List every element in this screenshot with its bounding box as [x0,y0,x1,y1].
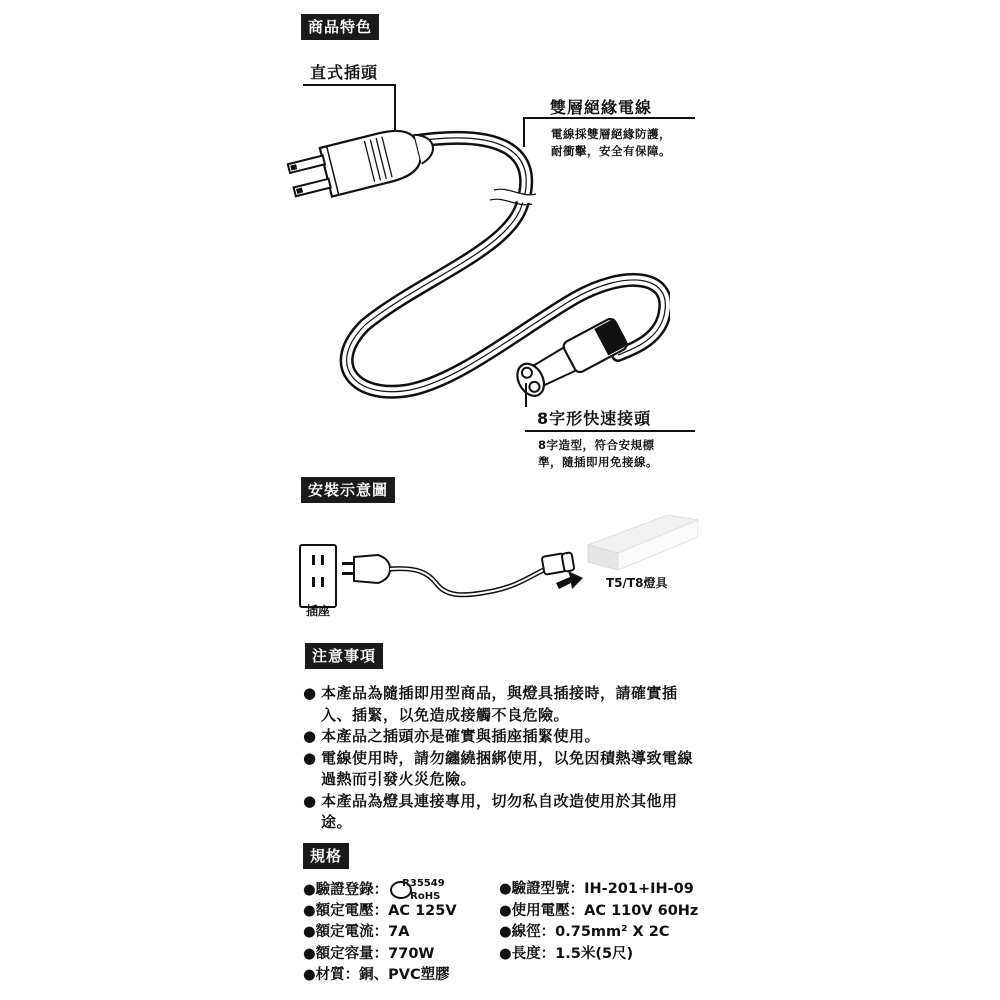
note-item [303,683,708,726]
note-item [303,791,708,834]
section-tag-features: 商品特色 [301,14,379,40]
rohs-certification-mark [390,878,445,902]
specs-left-column [303,879,457,987]
notes-list [303,683,708,834]
spec-text: 使用電壓：AC 110V 60Hz [511,902,699,919]
spec-row [499,922,698,944]
connector-desc-line-2: 準，隨插即用免接線。 [538,455,658,469]
bullet-dot-icon: ● [303,882,316,898]
spec-row-certification [303,879,457,901]
connector-leader [525,383,527,407]
bullet-dot-icon: ● [303,902,316,919]
plug-label-underline [303,84,396,86]
bullet-dot-icon: ● [499,924,512,940]
socket-label: 插座 [306,604,331,618]
note-text: 本產品之插頭亦是確實與插座插緊使用。 [321,727,601,745]
connector-title: 8字形快速接頭 [537,409,652,428]
spec-row [499,901,698,923]
cert-number: R35549 [402,878,445,889]
spec-row [303,965,457,987]
connector-desc-line-1: 8字造型，符合安規標 [538,438,655,452]
section-tag-notes: 注意事項 [305,643,383,669]
spec-cert-label: 驗證登錄： [315,882,389,898]
note-text: 本產品為隨插即用型商品，與燈具插接時，請確實插入、插緊，以免造成接觸不良危險。 [321,684,678,724]
bullet-dot-icon: ● [499,902,512,919]
bullet-dot-icon: ● [303,727,317,745]
spec-row [499,879,698,901]
lamp-label: T5/T8燈具 [606,576,668,590]
bullet-dot-icon: ● [303,967,316,983]
spec-row [499,944,698,966]
bullet-dot-icon: ● [303,924,316,940]
cable-title: 雙層絕緣電線 [550,98,653,117]
cable-desc-line-1: 電線採雙層絕緣防護， [551,127,671,141]
bullet-dot-icon: ● [303,791,317,810]
note-text: 電線使用時，請勿纏繞捆綁使用，以免因積熱導致電線過熱而引發火災危險。 [321,748,694,788]
section-tag-install: 安裝示意圖 [301,477,395,503]
spec-text: 驗證型號：IH-201+IH-09 [511,881,694,897]
bullet-dot-icon: ● [499,945,512,962]
spec-text: 額定電壓：AC 125V [315,902,457,919]
connector-title-underline [525,430,695,432]
installation-diagram [298,515,698,615]
specs-right-column [499,879,698,965]
note-item [303,748,708,791]
spec-row [303,944,457,966]
power-cord-illustration [270,110,670,410]
spec-text: 線徑：0.75mm² X 2C [511,924,670,940]
spec-text: 長度：1.5米(5尺) [511,945,634,962]
bullet-dot-icon: ● [499,881,512,897]
cert-rohs: RoHS [410,891,441,902]
note-text: 本產品為燈具連接專用，切勿私自改造使用於其他用途。 [321,791,678,831]
bullet-dot-icon: ● [303,684,317,702]
plug-label: 直式插頭 [310,63,379,82]
cable-desc-line-2: 耐衝擊，安全有保障。 [551,144,671,158]
bullet-dot-icon: ● [303,945,316,962]
spec-text: 材質：銅、PVC塑膠 [315,967,450,983]
bullet-dot-icon: ● [303,748,317,767]
connector-description [538,437,658,471]
spec-row [303,922,457,944]
section-tag-specs: 規格 [303,843,349,869]
spec-text: 額定容量：770W [315,945,435,962]
note-item [303,726,708,748]
spec-text: 額定電流：7A [315,924,410,940]
